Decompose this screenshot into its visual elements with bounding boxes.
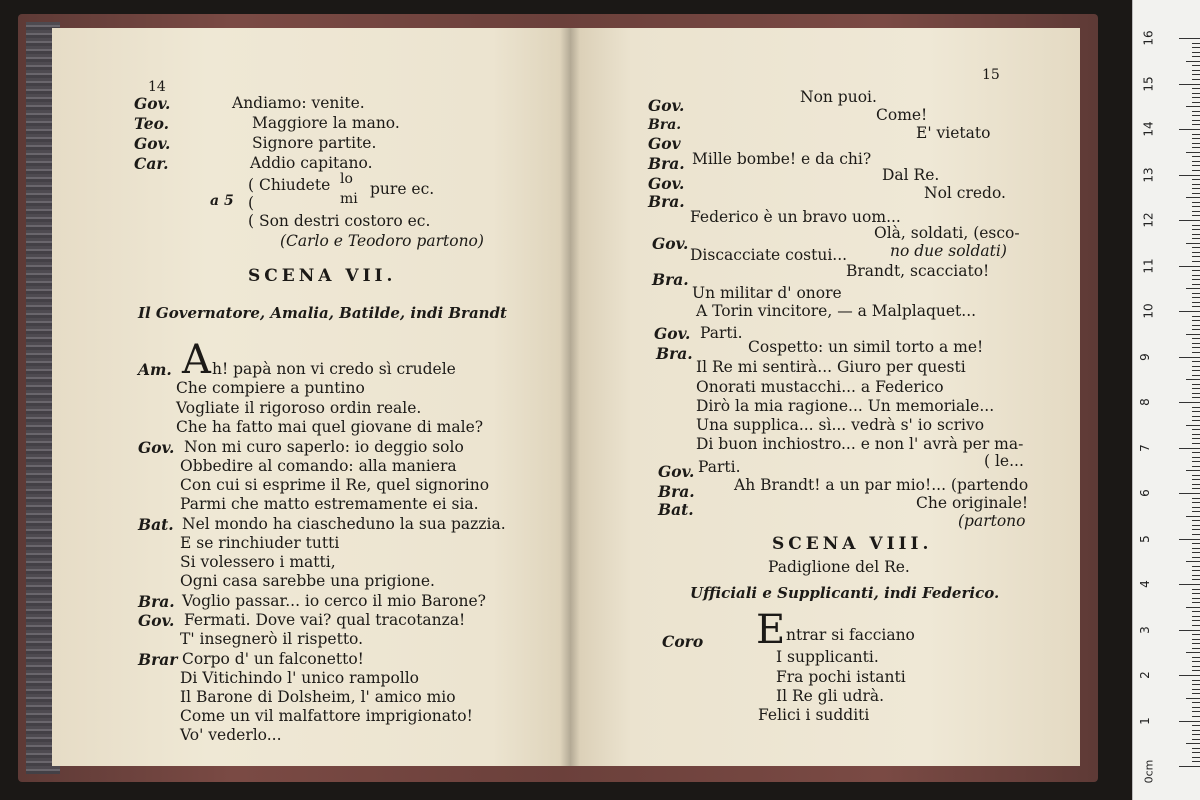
ruler-number: 13: [1141, 166, 1156, 183]
ruler-number: 1: [1137, 716, 1152, 725]
dialogue-line: Con cui si esprime il Re, quel signorino: [180, 476, 490, 494]
ruler-tick: [1192, 739, 1200, 740]
dialogue-line: ntrar si facciano: [786, 626, 915, 644]
dialogue-line: Discacciate costui...: [690, 246, 848, 264]
ruler-tick: [1192, 361, 1200, 362]
ruler-tick: [1186, 516, 1200, 517]
speaker-label: Car.: [134, 154, 169, 173]
ruler-tick: [1192, 93, 1200, 94]
ruler-tick: [1192, 115, 1200, 116]
speaker-label: Gov.: [652, 234, 689, 253]
ruler-tick: [1192, 325, 1200, 326]
speaker-label: Gov.: [134, 94, 171, 113]
ruler-tick: [1192, 393, 1200, 394]
ruler-tick: [1192, 225, 1200, 226]
ruler-tick: [1192, 748, 1200, 749]
ruler-tick: [1192, 552, 1200, 553]
ruler-tick: [1192, 184, 1200, 185]
ruler-tick: [1179, 630, 1200, 631]
dialogue-line: Il Barone di Dolsheim, l' amico mio: [180, 688, 456, 706]
ruler-tick: [1192, 297, 1200, 298]
ruler-tick: [1179, 38, 1200, 39]
stage-direction: no due soldati): [890, 242, 1007, 260]
ruler-tick: [1192, 575, 1200, 576]
ruler-tick: [1192, 466, 1200, 467]
ruler-unit: 0cm: [1142, 759, 1156, 784]
drop-cap: A: [182, 337, 211, 383]
dialogue-line: Di buon inchiostro... e non l' avrà per ma-: [696, 435, 1024, 453]
ruler-tick: [1192, 52, 1200, 53]
speaker-label: Brar: [138, 650, 178, 669]
ruler-tick: [1192, 602, 1200, 603]
ruler-tick: [1192, 179, 1200, 180]
speaker-label: Bra.: [138, 592, 175, 611]
dialogue-line: h! papà non vi credo sì crudele: [212, 360, 456, 378]
ruler-number: 9: [1137, 352, 1152, 361]
ruler-tick: [1192, 566, 1200, 567]
ruler-tick: [1192, 634, 1200, 635]
dialogue-line: Signore partite.: [252, 134, 377, 152]
ruler-tick: [1192, 156, 1200, 157]
speaker-label: Teo.: [134, 114, 170, 133]
speaker-label: Gov.: [138, 438, 175, 457]
speaker-label: Gov.: [138, 611, 175, 630]
ruler-tick: [1186, 607, 1200, 608]
ruler-tick: [1192, 302, 1200, 303]
left-page: [52, 28, 570, 766]
ruler-tick: [1192, 429, 1200, 430]
ruler-tick: [1192, 502, 1200, 503]
ruler-tick: [1192, 507, 1200, 508]
ruler-tick: [1192, 256, 1200, 257]
ruler-tick: [1192, 752, 1200, 753]
ruler-tick: [1192, 165, 1200, 166]
brace-line-3: ( Son destri costoro ec.: [248, 212, 431, 230]
speaker-label: Bra.: [648, 192, 685, 211]
ruler-tick: [1192, 261, 1200, 262]
ruler-tick: [1192, 65, 1200, 66]
dialogue-line: Il Re gli udrà.: [776, 687, 885, 705]
dialogue-line: Maggiore la mano.: [252, 114, 400, 132]
ruler-tick: [1192, 734, 1200, 735]
ruler-number: 3: [1137, 625, 1152, 634]
ruler-tick: [1192, 689, 1200, 690]
ruler-tick: [1186, 743, 1200, 744]
ruler-number: 4: [1137, 580, 1152, 588]
ruler-tick: [1186, 61, 1200, 62]
speaker-label: Gov.: [648, 174, 685, 193]
ruler-tick: [1192, 388, 1200, 389]
ruler-tick: [1192, 548, 1200, 549]
ruler-number: 5: [1137, 534, 1152, 543]
speaker-label: Gov.: [658, 462, 695, 481]
ruler-tick: [1192, 316, 1200, 317]
ruler-tick: [1192, 329, 1200, 330]
ruler-tick: [1192, 120, 1200, 121]
ruler-tick: [1192, 124, 1200, 125]
ruler-tick: [1192, 557, 1200, 558]
dialogue-line: Cospetto: un simil torto a me!: [748, 338, 984, 356]
ruler-tick: [1192, 397, 1200, 398]
dialogue-line: A Torin vincitore, — a Malplaquet...: [696, 302, 977, 320]
stage-direction: (partono: [958, 512, 1026, 530]
dialogue-line: Fermati. Dove vai? qual tracotanza!: [184, 611, 466, 629]
ruler-tick: [1179, 402, 1200, 403]
ruler-tick: [1192, 407, 1200, 408]
ruler-tick: [1192, 270, 1200, 271]
ruler-tick: [1192, 438, 1200, 439]
ruler-tick: [1186, 334, 1200, 335]
dialogue-line: E se rinchiuder tutti: [180, 534, 340, 552]
ruler-tick: [1192, 275, 1200, 276]
ruler-tick: [1192, 138, 1200, 139]
ruler-tick: [1192, 74, 1200, 75]
dialogue-line: Nel mondo ha ciascheduno la sua pazzia.: [182, 515, 506, 533]
dialogue-line: Il Re mi sentirà... Giuro per questi: [696, 358, 966, 376]
dialogue-line: Come!: [876, 106, 928, 124]
dialogue-line: Nol credo.: [924, 184, 1006, 202]
speaker-label: Gov: [648, 134, 681, 153]
ruler-tick: [1186, 152, 1200, 153]
ruler-tick: [1192, 79, 1200, 80]
ruler-number: 6: [1137, 489, 1152, 497]
dialogue-line: Andiamo: venite.: [232, 94, 365, 112]
ruler-tick: [1179, 266, 1200, 267]
speaker-label: Bra.: [658, 482, 695, 501]
ruler-tick: [1192, 443, 1200, 444]
ruler-tick: [1192, 161, 1200, 162]
dialogue-line: Dirò la mia ragione... Un memoriale...: [696, 397, 995, 415]
ruler-tick: [1192, 188, 1200, 189]
brace-mi: mi: [340, 191, 358, 207]
speaker-label: Am.: [138, 360, 172, 379]
ruler-tick: [1192, 234, 1200, 235]
ruler-tick: [1192, 229, 1200, 230]
ruler-number: 16: [1141, 30, 1156, 46]
dialogue-line: Parti.: [700, 324, 743, 342]
ruler-tick: [1192, 680, 1200, 681]
dialogue-line: Voglio passar... io cerco il mio Barone?: [182, 592, 486, 610]
page-number: 15: [982, 67, 1000, 83]
dialogue-line: Si volessero i matti,: [180, 553, 336, 571]
dialogue-line: Mille bombe! e da chi?: [692, 150, 872, 168]
brace-open: (: [248, 194, 255, 212]
ruler-tick: [1192, 384, 1200, 385]
ruler-tick: [1186, 243, 1200, 244]
ruler-number: 15: [1141, 75, 1156, 92]
ruler-tick: [1192, 598, 1200, 599]
ruler-tick: [1192, 420, 1200, 421]
dialogue-line: Federico è un bravo uom...: [690, 208, 901, 226]
ruler-number: 7: [1137, 443, 1152, 452]
dialogue-line: Una supplica... sì... vedrà s' io scrivo: [696, 416, 985, 434]
speaker-label: Bat.: [658, 500, 694, 519]
page-number: 14: [148, 79, 166, 95]
ruler-tick: [1192, 730, 1200, 731]
dialogue-line: Vo' vederlo...: [180, 726, 282, 744]
ruler-tick: [1192, 529, 1200, 530]
scene-title: SCENA VIII.: [772, 534, 933, 554]
ruler-tick: [1192, 416, 1200, 417]
speaker-label: Bra.: [648, 117, 682, 133]
ruler-number: 12: [1141, 212, 1156, 228]
dialogue-line: Parti.: [698, 458, 741, 476]
ruler-tick: [1192, 611, 1200, 612]
ruler-tick: [1192, 279, 1200, 280]
a5-label: a 5: [210, 193, 234, 209]
speaker-label: Bra.: [652, 270, 689, 289]
ruler-tick: [1192, 543, 1200, 544]
ruler-tick: [1192, 657, 1200, 658]
ruler-number: 10: [1141, 303, 1156, 319]
dialogue-line: Che compiere a puntino: [176, 379, 365, 397]
dialogue-line: Vogliate il rigoroso ordin reale.: [176, 399, 422, 417]
ruler-tick: [1192, 47, 1200, 48]
dialogue-line: Che originale!: [916, 494, 1029, 512]
ruler-number: 11: [1141, 257, 1156, 274]
ruler-tick: [1192, 643, 1200, 644]
dialogue-line: Olà, soldati, (esco-: [874, 224, 1020, 242]
ruler-tick: [1192, 620, 1200, 621]
ruler-tick: [1192, 457, 1200, 458]
ruler-tick: [1192, 661, 1200, 662]
ruler-tick: [1192, 347, 1200, 348]
ruler-tick: [1192, 147, 1200, 148]
ruler-tick: [1192, 252, 1200, 253]
dialogue-line: Felici i sudditi: [758, 706, 870, 724]
ruler-number: 8: [1137, 398, 1152, 406]
ruler-tick: [1192, 211, 1200, 212]
speaker-label: Gov.: [134, 134, 171, 153]
ruler-tick: [1186, 379, 1200, 380]
stage-direction: (Carlo e Teodoro partono): [280, 232, 484, 250]
ruler-tick: [1186, 561, 1200, 562]
ruler-tick: [1186, 425, 1200, 426]
ruler-tick: [1179, 311, 1200, 312]
book-gutter: [560, 28, 580, 766]
dialogue-line: Dal Re.: [882, 166, 940, 184]
ruler-tick: [1192, 725, 1200, 726]
ruler-tick: [1186, 197, 1200, 198]
ruler-number: 2: [1137, 671, 1152, 679]
ruler-tick: [1192, 707, 1200, 708]
dialogue-line: I supplicanti.: [776, 648, 879, 666]
ruler-tick: [1179, 448, 1200, 449]
ruler-tick: [1192, 589, 1200, 590]
dialogue-line: Un militar d' onore: [692, 284, 842, 302]
ruler-tick: [1192, 102, 1200, 103]
dialogue-line: T' insegnerò il rispetto.: [180, 630, 364, 648]
dialogue-line: Che ha fatto mai quel giovane di male?: [176, 418, 484, 436]
ruler-tick: [1192, 520, 1200, 521]
ruler-tick: [1192, 134, 1200, 135]
dialogue-line: Brandt, scacciato!: [846, 262, 990, 280]
ruler-tick: [1186, 106, 1200, 107]
ruler-tick: [1192, 202, 1200, 203]
ruler-tick: [1192, 461, 1200, 462]
dialogue-line: Ogni casa sarebbe una prigione.: [180, 572, 435, 590]
character-list: Ufficiali e Supplicanti, indi Federico.: [690, 584, 1000, 602]
brace-pure: pure ec.: [370, 180, 435, 198]
ruler-tick: [1192, 484, 1200, 485]
ruler-tick: [1192, 170, 1200, 171]
dialogue-line: Non puoi.: [800, 88, 877, 106]
ruler-tick: [1192, 711, 1200, 712]
ruler-tick: [1192, 88, 1200, 89]
ruler-tick: [1192, 670, 1200, 671]
speaker-label: Bat.: [138, 515, 174, 534]
ruler-tick: [1192, 375, 1200, 376]
ruler-tick: [1192, 411, 1200, 412]
ruler-tick: [1192, 366, 1200, 367]
dialogue-line: Di Vitichindo l' unico rampollo: [180, 669, 420, 687]
speaker-label: Gov.: [648, 96, 685, 115]
ruler-tick: [1192, 206, 1200, 207]
brace-lo: lo: [340, 171, 353, 187]
ruler-tick: [1192, 511, 1200, 512]
ruler-tick: [1192, 684, 1200, 685]
ruler-tick: [1192, 43, 1200, 44]
brace-line-1: ( Chiudete: [248, 176, 331, 194]
ruler-tick: [1192, 193, 1200, 194]
ruler-tick: [1192, 761, 1200, 762]
ruler-tick: [1192, 525, 1200, 526]
ruler-tick: [1192, 757, 1200, 758]
dialogue-line: Non mi curo saperlo: io deggio solo: [184, 438, 464, 456]
dialogue-line: Obbedire al comando: alla maniera: [180, 457, 457, 475]
ruler-tick: [1192, 579, 1200, 580]
ruler-tick: [1192, 97, 1200, 98]
ruler-tick: [1192, 452, 1200, 453]
dialogue-line: ( le...: [984, 452, 1024, 470]
ruler-tick: [1192, 56, 1200, 57]
speaker-label: Bra.: [656, 344, 693, 363]
character-list: Il Governatore, Amalia, Batilde, indi Brandt: [138, 304, 507, 322]
dialogue-line: E' vietato: [916, 124, 991, 142]
ruler-tick: [1192, 488, 1200, 489]
ruler-tick: [1192, 434, 1200, 435]
ruler-tick: [1192, 343, 1200, 344]
ruler-tick: [1179, 721, 1200, 722]
speaker-label: Bra.: [648, 154, 685, 173]
dialogue-line: Onorati mustacchi... a Federico: [696, 378, 944, 396]
ruler-tick: [1192, 247, 1200, 248]
speaker-label: Coro: [662, 632, 704, 651]
dialogue-line: Ah Brandt! a un par mio!... (partendo: [734, 476, 1029, 494]
ruler-tick: [1186, 288, 1200, 289]
ruler-tick: [1192, 639, 1200, 640]
dialogue-line: Addio capitano.: [250, 154, 373, 172]
ruler-tick: [1192, 498, 1200, 499]
ruler-tick: [1186, 652, 1200, 653]
ruler-tick: [1192, 215, 1200, 216]
ruler-tick: [1179, 675, 1200, 676]
ruler-tick: [1192, 593, 1200, 594]
ruler-tick: [1192, 352, 1200, 353]
ruler-tick: [1179, 84, 1200, 85]
dialogue-line: Corpo d' un falconetto!: [182, 650, 364, 668]
ruler-tick: [1192, 534, 1200, 535]
ruler-tick: [1192, 143, 1200, 144]
ruler-tick: [1179, 493, 1200, 494]
ruler-tick: [1192, 338, 1200, 339]
ruler-tick: [1179, 220, 1200, 221]
ruler-tick: [1179, 357, 1200, 358]
ruler-tick: [1192, 284, 1200, 285]
ruler-tick: [1192, 648, 1200, 649]
ruler-tick: [1192, 716, 1200, 717]
scene-setting: Padiglione del Re.: [768, 558, 910, 576]
ruler-tick: [1179, 584, 1200, 585]
dialogue-line: Fra pochi istanti: [776, 668, 906, 686]
scene-title: SCENA VII.: [248, 266, 397, 286]
ruler-tick: [1192, 70, 1200, 71]
ruler-tick: [1192, 320, 1200, 321]
ruler-tick: [1179, 539, 1200, 540]
ruler-tick: [1192, 702, 1200, 703]
ruler-tick: [1192, 293, 1200, 294]
ruler-tick: [1186, 698, 1200, 699]
ruler-tick: [1192, 625, 1200, 626]
ruler-tick: [1192, 616, 1200, 617]
dialogue-line: Parmi che matto estremamente ei sia.: [180, 495, 479, 513]
ruler-tick: [1192, 475, 1200, 476]
dialogue-line: Come un vil malfattore imprigionato!: [180, 707, 473, 725]
ruler-tick: [1179, 129, 1200, 130]
ruler-tick: [1192, 306, 1200, 307]
drop-cap: E: [756, 607, 786, 653]
ruler-tick: [1179, 766, 1200, 767]
ruler-tick: [1192, 666, 1200, 667]
right-page: [570, 28, 1080, 766]
speaker-label: Gov.: [654, 324, 691, 343]
ruler-tick: [1192, 693, 1200, 694]
ruler-tick: [1192, 370, 1200, 371]
ruler-tick: [1192, 238, 1200, 239]
ruler-tick: [1192, 111, 1200, 112]
ruler-tick: [1186, 470, 1200, 471]
measuring-ruler: [1132, 0, 1200, 800]
ruler-tick: [1192, 570, 1200, 571]
ruler-tick: [1192, 479, 1200, 480]
ruler-number: 14: [1141, 121, 1156, 137]
ruler-tick: [1179, 175, 1200, 176]
